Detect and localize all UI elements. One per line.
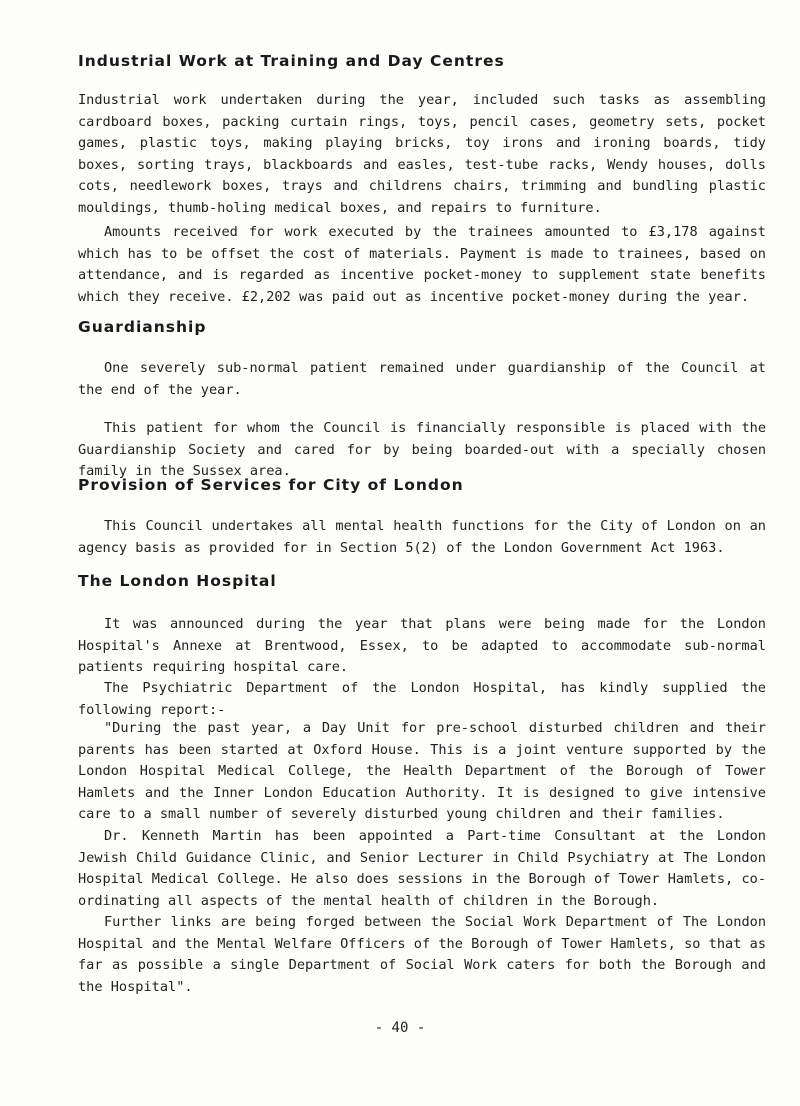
paragraph-guardianship-society: This patient for whom the Council is financially responsible is placed with the Guardianship Society and cared for by being boarded-out with a specially chosen family in the Sussex area. <box>78 420 766 479</box>
paragraph-london-hospital-annexe: It was announced during the year that plans were being made for the London Hospital's Annexe at Brentwood, Essex, to be adapted to accommodate sub-normal patients requiring hospital care. <box>78 616 766 675</box>
paragraph-report-kenneth-martin: Dr. Kenneth Martin has been appointed a Part-time Consultant at the London Jewish Child Guidance Clinic, and Senior Lecturer in Child Psychiatry at The London Hospital Medical College. He also does sessions in the Borough of Tower Hamlets, co-ordinating all aspects of the mental health of children in the Borough. <box>78 828 766 909</box>
page-number: - 40 - <box>374 1020 426 1036</box>
paragraph-city-of-london-agency: This Council undertakes all mental health functions for the City of London on an agency basis as provided for in Section 5(2) of the London Government Act 1963. <box>78 518 766 556</box>
paragraph-report-social-work: Further links are being forged between the Social Work Department of The London Hospital and the Mental Welfare Officers of the Borough of Tower Hamlets, so that as far as possible a single Department of Social Work caters for both the Borough and the Hospital". <box>78 914 766 995</box>
paragraph-industrial-work-tasks: Industrial work undertaken during the year, included such tasks as assembling cardboard boxes, packing curtain rings, toys, pencil cases, geometry sets, pocket games, plastic toys, making playing bricks, toy irons and ironing boards, tidy boxes, sorting trays, blackboards and easles, test-tube racks, Wendy houses, dolls cots, needlework boxes, trays and childrens chairs, trimming and bundling plastic mouldings, thumb-holing medical boxes, and repairs to furniture. <box>78 92 766 216</box>
paragraph-report-day-unit: "During the past year, a Day Unit for pre-school disturbed children and their parents has been started at Oxford House. This is a joint venture supported by the London Hospital Medical College, the Health Department of the Borough of Tower Hamlets and the Inner London Education Authority. It is designed to give intensive care to a small number of severely disturbed young children and their families. <box>78 720 766 822</box>
paragraph-industrial-work-payments: Amounts received for work executed by the trainees amounted to £3,178 against which has to be offset the cost of materials. Payment is made to trainees, based on attendance, and is regarded as incentive pocket-money to supplement state benefits which they receive. £2,202 was paid out as incentive pocket-money during the year. <box>78 224 766 305</box>
paragraph-guardianship-patient: One severely sub-normal patient remained under guardianship of the Council at the end of the year. <box>78 360 766 398</box>
section-heading-industrial-work: Industrial Work at Training and Day Centres <box>78 52 505 70</box>
section-heading-london-hospital: The London Hospital <box>78 572 277 590</box>
paragraph-london-hospital-report-intro: The Psychiatric Department of the London Hospital, has kindly supplied the following report:- <box>78 680 766 718</box>
section-heading-city-of-london: Provision of Services for City of London <box>78 476 464 494</box>
section-heading-guardianship: Guardianship <box>78 318 207 336</box>
